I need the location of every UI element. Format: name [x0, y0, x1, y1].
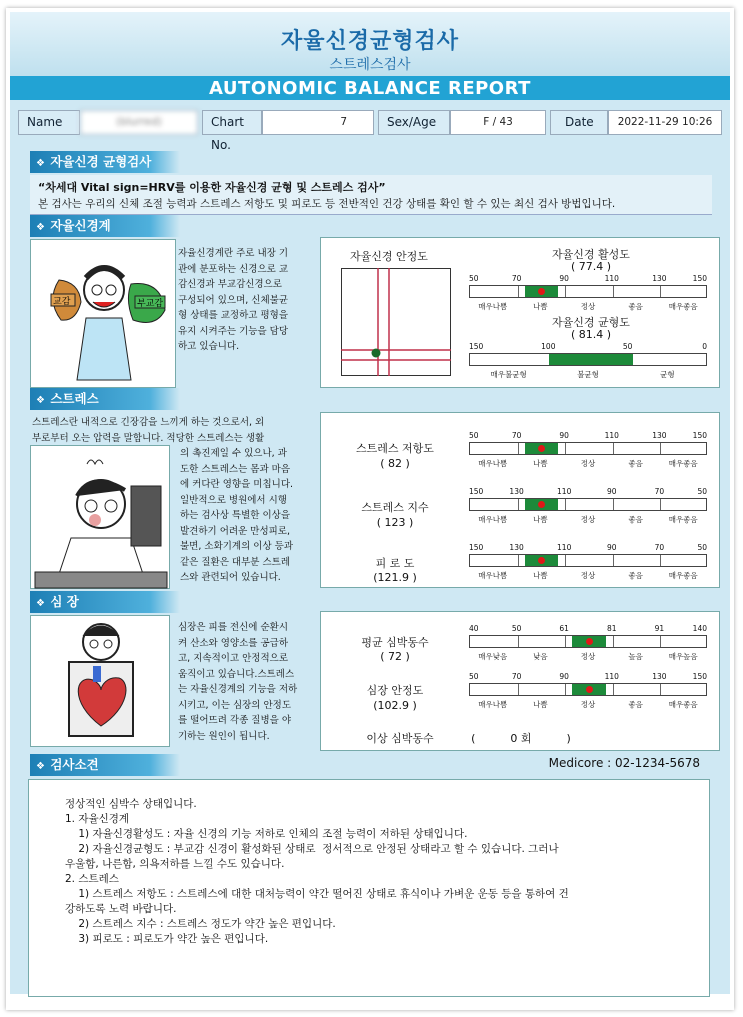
section-heart-label: 심 장: [50, 594, 79, 609]
gauge-tick-label: 70: [654, 543, 665, 552]
ans-text-line: 감신경과 부교감신경으로: [178, 279, 282, 290]
gauge-divider: [660, 443, 661, 454]
report-sheet: [10, 12, 730, 994]
gauge-tick-label: 150: [692, 672, 707, 681]
gauge-bar: [469, 498, 707, 511]
parasympathetic-bag-label: 부교감: [137, 299, 164, 309]
intro-description: 본 검사는 우리의 신체 조절 능력과 스트레스 저항도 및 피로도 등 전반적인 건강 상태를 확인 할 수 있는 최신 검사 방법입니다.: [38, 198, 616, 210]
abnormal-beats-label: 이상 심박동수: [366, 732, 434, 745]
section-stress-label: 스트레스: [50, 391, 99, 406]
gauge-zone-label: 정상: [580, 515, 596, 524]
gauge-tick-label: 50: [622, 342, 633, 351]
chart-label: Chart No.: [202, 110, 262, 135]
gauge-zone-label: 매우낮음: [478, 652, 508, 661]
activity-label: 자율신경 활성도: [552, 248, 630, 261]
nurse-illustration: [31, 240, 177, 389]
gauge-tick-label: 81: [607, 624, 617, 633]
gauge-divider: [565, 286, 566, 297]
stress-text-line: 일반적으로 병원에서 시행: [180, 494, 287, 506]
heart-text-line: 움직이고 있습니다.스트레스: [178, 668, 295, 680]
gauge-tick-label: 110: [604, 672, 619, 681]
gauge-divider: [518, 443, 519, 454]
section-findings-label: 검사소견: [50, 757, 99, 772]
gauge-zone-label: 나쁨: [533, 515, 548, 524]
gauge-zone-label: 매우좋음: [668, 571, 698, 580]
stress-text-line: 하는 검사상 특별한 이상을: [180, 510, 291, 521]
heart-description: [178, 620, 324, 744]
section-findings: ❖ 검사소견: [30, 754, 180, 776]
gauge-divider: [613, 443, 614, 454]
gauge-bar: [469, 554, 707, 567]
sex-age-value: F / 43: [450, 110, 546, 135]
heart-text-line: 고, 지속적이고 안정적으로: [178, 653, 289, 664]
report-page: [6, 8, 734, 1010]
gauge-tick-label: 110: [604, 431, 619, 440]
gauge-tick-label: 40: [469, 624, 479, 633]
gauge-tick-label: 90: [607, 487, 617, 496]
gauge-tick-label: 100: [541, 342, 556, 351]
gauge-zone-label: 정상: [580, 652, 596, 661]
gauge-tick-label: 70: [511, 274, 522, 283]
heart-text-line: 심장은 피를 전신에 순환시: [178, 622, 289, 633]
gauge-tick-label: 61: [559, 624, 569, 633]
stress-text-line: 스와 관련되어 있습니다.: [180, 572, 281, 583]
gauge-zone-label: 매우나쁨: [478, 700, 508, 709]
gauge-tick-label: 150: [692, 431, 707, 440]
gauge-zone-label: 좋음: [628, 459, 643, 468]
gauge-tick-label: 50: [511, 624, 522, 633]
gauge-tick-label: 110: [604, 274, 619, 283]
ans-results-panel: [320, 237, 720, 388]
heart-text-line: 켜 산소와 영양소를 공급하: [178, 637, 289, 649]
ans-text-line: 구성되어 있으며, 신체불균: [178, 294, 289, 306]
gauge-divider: [660, 684, 661, 695]
stress-text-line: 불면, 소화기계의 이상 등과: [180, 541, 294, 552]
stress-index-value: ( 123 ): [376, 516, 414, 529]
avg-heart-rate-label: 평균 심박동수: [361, 636, 429, 649]
gauge-zone-label: 매우좋음: [668, 700, 698, 709]
gauge-zone-label: 정상: [580, 571, 596, 580]
gauge-marker: [586, 686, 593, 693]
gauge-tick-label: 50: [469, 274, 479, 283]
gauge-zone-label: 나쁨: [533, 571, 548, 580]
stress-text-line: 도한 스트레스는 몸과 마음: [180, 463, 291, 475]
gauge-tick-label: 50: [697, 487, 707, 496]
gauge-zone-label: 정상: [580, 459, 596, 468]
gauge-tick-label: 70: [511, 672, 522, 681]
gauge-bar: [469, 442, 707, 455]
section-ans: ❖ 자율신경계: [30, 215, 180, 237]
gauge-divider: [518, 555, 519, 566]
ans-illustration: [30, 239, 176, 388]
gauge-tick-label: 140: [692, 624, 707, 633]
abnormal-beats-value: ( 0 회 ): [471, 732, 571, 745]
gauge-tick-label: 130: [509, 487, 524, 496]
gauge-marker: [586, 638, 593, 645]
stress-resistance-label: 스트레스 저항도: [356, 442, 434, 455]
gauge-zone-label: 매우나쁨: [478, 515, 508, 524]
chart-value: 7: [262, 110, 374, 135]
finding-line: 2) 자율신경균형도 : 부교감 신경이 활성화된 상태로 정서적으로 안정된 상태라고 할 수 있습니다. 그러나: [65, 843, 559, 855]
date-label: Date: [550, 110, 608, 135]
intro-headline: “차세대 Vital sign=HRV를 이용한 자율신경 균형 및 스트레스 검사”: [38, 181, 386, 194]
gauge-zone-label: 높음: [628, 652, 643, 661]
findings-box: [28, 779, 710, 997]
gauge-bar: [469, 635, 707, 648]
gauge-divider: [660, 286, 661, 297]
report-subtitle: 스트레스검사: [329, 57, 411, 73]
finding-line: 1) 자율신경활성도 : 자율 신경의 기능 저하로 인체의 조절 능력이 저하된 상태입니다.: [65, 828, 468, 840]
stability-plot: [341, 268, 451, 376]
finding-line: 강하도록 노력 바랍니다.: [65, 903, 177, 915]
gauge-tick-label: 50: [469, 672, 479, 681]
ans-text-line: 하고 있습니다.: [178, 341, 240, 352]
gauge-tick-label: 70: [511, 431, 522, 440]
ans-text-line: 형 상태를 교정하고 평형을: [178, 310, 289, 321]
stress-resistance-value: ( 82 ): [380, 457, 410, 470]
stress-text-line: 스트레스란 내적으로 긴장감을 느끼게 하는 것으로서, 외: [32, 417, 265, 428]
stress-results-panel: [320, 412, 720, 588]
finding-line: 정상적인 심박수 상태입니다.: [65, 798, 197, 810]
english-title: AUTONOMIC BALANCE REPORT: [209, 78, 531, 99]
heart-illustration: [30, 615, 170, 747]
section-intro-label: 자율신경 균형검사: [50, 154, 152, 169]
gauge-zone-label: 매우높음: [668, 652, 698, 661]
gauge-zone-label: 매우좋음: [668, 302, 698, 311]
ans-text-line: 유지 시켜주는 기능을 담당: [178, 325, 289, 337]
report-header: [10, 12, 730, 76]
report-title: 자율신경균형검사: [280, 29, 460, 54]
finding-line: 2) 스트레스 지수 : 스트레스 정도가 약간 높은 편입니다.: [65, 918, 336, 930]
stress-text-line: 에 커다란 영향을 미칩니다.: [180, 479, 294, 490]
gauge-zone-label: 정상: [580, 302, 596, 311]
gauge-tick-label: 90: [607, 543, 617, 552]
gauge-divider: [518, 286, 519, 297]
stress-text-line: 발견하기 어려운 만성피로,: [180, 525, 291, 537]
gauge-divider: [660, 636, 661, 647]
gauge-bar: [469, 683, 707, 696]
gauge-zone-label: 불균형: [577, 370, 599, 379]
gauge-tick-label: 110: [557, 487, 572, 496]
gauge-zone-label: 좋음: [628, 515, 643, 524]
gauge-tick-label: 70: [654, 487, 665, 496]
date-value: 2022-11-29 10:26: [608, 110, 722, 135]
gauge-zone-label: 낮음: [533, 652, 548, 661]
heart-stability-label: 심장 안정도: [366, 684, 424, 697]
ans-description: [178, 246, 324, 355]
gauge-divider: [613, 286, 614, 297]
stress-text-line: 부로부터 오는 압력을 말합니다. 적당한 스트레스는 생활: [32, 432, 265, 444]
gauge-zone-label: 매우나쁨: [478, 302, 508, 311]
gauge-tick-label: 50: [697, 543, 707, 552]
gauge-zone-label: 매우나쁨: [478, 571, 508, 580]
name-value: (blurred): [80, 110, 198, 135]
gauge-zone-label: 나쁨: [533, 459, 548, 468]
stability-label: 자율신경 안정도: [350, 250, 428, 263]
gauge-zone-label: 매우좋음: [668, 515, 698, 524]
gauge-divider: [565, 636, 566, 647]
heart-text-line: 는 자율신경계의 기능을 저하: [178, 684, 298, 695]
gauge-zone-label: 좋음: [628, 302, 643, 311]
stability-point: [372, 349, 381, 358]
gauge-tick-label: 150: [469, 487, 484, 496]
heart-text-line: 기하는 원인이 됩니다.: [178, 730, 270, 742]
finding-line: 우울함, 나른함, 의욕저하를 느낄 수도 있습니다.: [65, 858, 285, 870]
balance-label: 자율신경 균형도: [552, 316, 630, 329]
finding-line: 3) 피로도 : 피로도가 약간 높은 편입니다.: [65, 933, 269, 945]
gauge-zone-label: 좋음: [628, 700, 643, 709]
heart-text-line: 를 떨어뜨려 각종 질병을 야: [178, 715, 292, 726]
section-intro: ❖ 자율신경 균형검사: [30, 151, 180, 173]
gauge-bar: [469, 285, 707, 298]
name-label: Name: [18, 110, 80, 135]
sex-age-label: Sex/Age: [378, 110, 450, 135]
gauge-tick-label: 90: [559, 274, 569, 283]
gauge-tick-label: 130: [652, 274, 667, 283]
gauge-zone-label: 좋음: [628, 571, 643, 580]
finding-line: 1. 자율신경계: [65, 813, 130, 825]
heart-text-line: 시키고, 이는 심장의 안정도: [178, 699, 292, 711]
gauge-tick-label: 0: [702, 342, 707, 351]
gauge-divider: [660, 555, 661, 566]
gauge-divider: [613, 499, 614, 510]
gauge-tick-label: 150: [469, 543, 484, 552]
gauge-tick-label: 110: [557, 543, 572, 552]
fatigue-value: (121.9 ): [373, 571, 417, 584]
avg-heart-rate-value: ( 72 ): [380, 650, 410, 663]
gauge-zone-label: 균형: [660, 370, 675, 379]
balance-value: ( 81.4 ): [570, 328, 612, 341]
gauge-divider: [565, 499, 566, 510]
section-heart: ❖ 심 장: [30, 591, 180, 613]
gauge-divider: [518, 636, 519, 647]
contact-phone: Medicore : 02-1234-5678: [548, 756, 700, 770]
activity-value: ( 77.4 ): [570, 260, 612, 273]
gauge-zone-label: 매우불균형: [490, 370, 527, 379]
intro-box: [30, 175, 712, 215]
gauge-divider: [518, 499, 519, 510]
gauge-zone-label: 매우나쁨: [478, 459, 508, 468]
stress-index-label: 스트레스 지수: [361, 501, 429, 514]
heart-stability-value: (102.9 ): [373, 699, 417, 712]
finding-line: 1) 스트레스 저항도 : 스트레스에 대한 대처능력이 약간 떨어진 상태로 휴식이나 가벼운 운동 등을 통하여 건: [65, 888, 569, 900]
gauge-divider: [613, 684, 614, 695]
stress-illustration: [30, 445, 170, 589]
title-banner: [10, 76, 730, 100]
gauge-tick-label: 150: [692, 274, 707, 283]
gauge-zone-label: 매우좋음: [668, 459, 698, 468]
gauge-tick-label: 91: [654, 624, 665, 633]
gauge-tick-label: 90: [559, 431, 569, 440]
gauge-divider: [613, 555, 614, 566]
gauge-divider: [565, 443, 566, 454]
gauge-bar: [469, 353, 707, 366]
stress-description: [180, 446, 324, 586]
stress-description-top: [32, 415, 322, 446]
gauge-tick-label: 90: [559, 672, 569, 681]
stressed-man-illustration: [31, 446, 171, 590]
gauge-divider: [660, 499, 661, 510]
stress-text-line: 같은 질환은 대부분 스트레: [180, 556, 291, 568]
finding-line: 2. 스트레스: [65, 873, 119, 885]
stress-text-line: 의 촉진제일 수 있으나, 과: [180, 448, 287, 459]
section-ans-label: 자율신경계: [50, 218, 111, 233]
gauge-tick-label: 130: [509, 543, 524, 552]
gauge-tick-label: 130: [652, 672, 667, 681]
fatigue-label: 피 로 도: [375, 557, 415, 570]
section-stress: ❖ 스트레스: [30, 388, 180, 410]
gauge-tick-label: 150: [469, 342, 484, 351]
sympathetic-bag-label: 교감: [53, 297, 71, 307]
gauge-tick-label: 130: [652, 431, 667, 440]
heart-results-panel: [320, 611, 720, 751]
gauge-divider: [565, 555, 566, 566]
gauge-zone-label: 정상: [580, 700, 596, 709]
gauge-divider: [565, 684, 566, 695]
ans-text-line: 관에 분포하는 신경으로 교: [178, 263, 289, 275]
gauge-tick-label: 50: [469, 431, 479, 440]
ans-text-line: 자율신경계란 주로 내장 기: [178, 248, 289, 259]
gauge-fill: [549, 354, 632, 365]
doctor-heart-illustration: [31, 616, 171, 748]
gauge-zone-label: 나쁨: [533, 700, 548, 709]
gauge-divider: [518, 684, 519, 695]
gauge-divider: [613, 636, 614, 647]
gauge-zone-label: 나쁨: [533, 302, 548, 311]
